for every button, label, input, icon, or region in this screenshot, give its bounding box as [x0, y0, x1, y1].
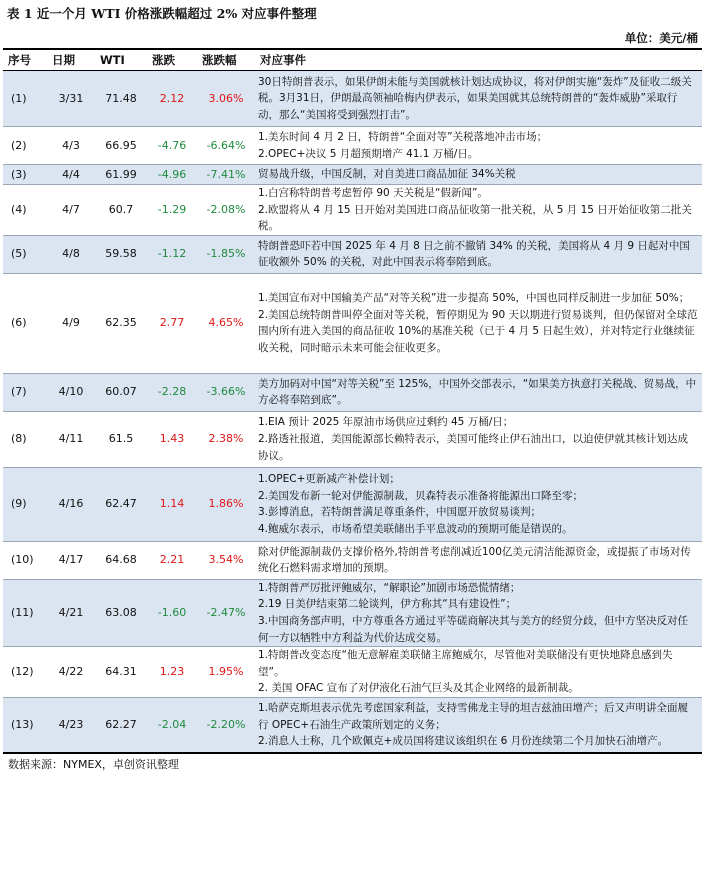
cell-date: 4/11 — [58, 432, 84, 446]
cell-wti: 71.48 — [105, 91, 137, 105]
cell-seq: (10) — [11, 553, 34, 567]
cell-date: 4/21 — [58, 605, 84, 619]
cell-seq: (3) — [11, 167, 27, 181]
event-line: 特朗普恐吓若中国 2025 年 4 月 8 日之前不撤销 34% 的关税，美国将从 4 月 9 日起对中国征收额外 50% 的关税，对此中国表示将奉陪到底。 — [258, 239, 690, 269]
cell-change-pct: -3.66% — [206, 385, 246, 399]
cell-seq: (4) — [11, 202, 27, 216]
events-table — [3, 48, 702, 754]
cell-seq: (6) — [11, 316, 27, 330]
event-line: 1.美国宣布对中国输美产品“对等关税”进一步提高 50%，中国也同样反制进一步加征 50%； — [258, 292, 690, 305]
cell-events — [255, 411, 702, 467]
cell-date: 4/4 — [62, 167, 80, 181]
event-line: 3.中国商务部声明，中方尊重各方通过平等磋商解决其与美方的经贸分歧，但中方坚决反对任何一方以牺牲中方利益为代价达成交易。 — [258, 614, 689, 644]
cell-wti: 62.35 — [105, 316, 137, 330]
table-row — [3, 467, 702, 541]
event-line: 1.白宫称特朗普考虑暂停 90 天关税是“假新闻”。 — [258, 187, 488, 199]
event-line: 2.路透社报道，美国能源部长赖特表示，美国可能终止伊石油出口，以迫使伊就其核计划达成协议。 — [258, 432, 689, 462]
event-line: 1.EIA 预计 2025 年原油市场供应过剩约 45 万桶/日； — [258, 416, 514, 429]
header-seq: 序号 — [8, 53, 31, 67]
cell-seq: (8) — [11, 432, 27, 446]
event-line: 贸易战升级，中国反制，对自美进口商品加征 34%关税 — [258, 168, 516, 181]
cell-wti: 62.47 — [105, 497, 137, 511]
header-events: 对应事件 — [260, 53, 306, 67]
cell-wti: 60.07 — [105, 385, 137, 399]
header-change-pct: 涨跌幅 — [202, 53, 237, 67]
table-row — [3, 373, 702, 411]
cell-change-pct: -2.47% — [206, 605, 246, 619]
cell-seq: (12) — [11, 665, 34, 679]
table-row — [3, 411, 702, 467]
cell-change-pct: -1.85% — [206, 247, 246, 261]
header-change: 涨跌 — [152, 53, 175, 67]
event-line: 2.美国总统特朗普叫停全面对等关税，暂停期见为 90 天以期进行贸易谈判，但仍保留对全球范围内所有进入美国的商品征收 10%的基准关税（已于 4 月 5 日起生效），并对特定行业继续征收关税，同时暗示未来可能会征收更多。 — [258, 308, 698, 354]
table-row — [3, 697, 702, 753]
cell-change: -1.60 — [157, 605, 187, 619]
table-row — [3, 579, 702, 646]
cell-change-pct: 4.65% — [208, 316, 244, 330]
cell-wti: 61.99 — [105, 167, 137, 181]
cell-wti: 63.08 — [105, 605, 137, 619]
cell-date: 4/10 — [58, 385, 84, 399]
cell-change-pct: 2.38% — [208, 432, 244, 446]
cell-date: 4/7 — [62, 202, 80, 216]
cell-change: -1.12 — [157, 247, 187, 261]
header-wti: WTI — [100, 53, 125, 67]
cell-change-pct: 1.95% — [208, 665, 244, 679]
cell-wti: 61.5 — [108, 432, 134, 446]
event-line: 30日特朗普表示，如果伊朗未能与美国就核计划达成协议，将对伊朗实施“轰炸”及征收二级关税。3月31日，伊朗最高领袖哈梅内伊表示，如果美国就其总统特朗普的“轰炸威胁”采取行动，那么“美国将受到强烈打击”。 — [258, 75, 692, 121]
table-row — [3, 541, 702, 579]
event-line: 1.哈萨克斯坦表示优先考虑国家利益，支持雪佛龙主导的坦吉兹油田增产；后又声明讲全面履行 OPEC+石油生产政策所划定的义务； — [258, 702, 689, 731]
event-line: 2.19 日美伊结束第二轮谈判，伊方称其“具有建设性”； — [258, 598, 517, 611]
table-row — [3, 647, 702, 698]
cell-change-pct: 3.06% — [208, 91, 244, 105]
event-line: 1.特朗普严厉批评鲍威尔，“解职论”加剧市场恐慌情绪； — [258, 581, 521, 594]
cell-events — [255, 579, 702, 646]
event-line: 2.OPEC+决议 5 月超预期增产 41.1 万桶/日。 — [258, 147, 479, 160]
cell-change: 1.43 — [159, 432, 185, 446]
cell-change: 1.23 — [159, 665, 185, 679]
cell-date: 4/16 — [58, 497, 84, 511]
table-row — [3, 235, 702, 273]
cell-date: 4/22 — [58, 665, 84, 679]
event-line: 1.特朗普改变态度“他无意解雇美联储主席鲍威尔，尽管他对美联储没有更快地降息感到失望”。 — [258, 649, 673, 678]
unit-label: 单位：美元/桶 — [624, 31, 698, 45]
cell-date: 4/3 — [62, 138, 80, 152]
cell-wti: 64.68 — [105, 553, 137, 567]
event-line: 2.消息人士称，几个欧佩克+成员国将建议该组织在 6 月份连续第二个月加快石油增产。 — [258, 735, 669, 748]
cell-events — [255, 373, 702, 411]
cell-wti: 66.95 — [105, 138, 137, 152]
table-header-row — [3, 49, 702, 71]
cell-date: 4/23 — [58, 718, 84, 732]
cell-events — [255, 647, 702, 698]
cell-seq: (9) — [11, 497, 27, 511]
cell-wti: 62.27 — [105, 718, 137, 732]
cell-change-pct: -6.64% — [206, 138, 246, 152]
cell-change-pct: -2.08% — [206, 202, 246, 216]
cell-change: -1.29 — [157, 202, 187, 216]
table-body — [3, 71, 702, 754]
cell-wti: 60.7 — [108, 202, 134, 216]
cell-change: 2.77 — [159, 316, 185, 330]
cell-date: 3/31 — [58, 91, 84, 105]
cell-change: 2.21 — [159, 553, 185, 567]
event-line: 除对伊能源制裁仍支撑价格外,特朗普考虑削减近100亿美元清洁能源资金，或提振了市场对传统化石燃料需求增加的预期。 — [258, 545, 691, 575]
cell-seq: (11) — [11, 605, 34, 619]
cell-change: -4.96 — [157, 167, 187, 181]
event-line: 3.彭博消息，若特朗普满足尊重条件，中国愿开放贸易谈判； — [258, 506, 542, 519]
cell-wti: 59.58 — [105, 247, 137, 261]
cell-events — [255, 697, 702, 753]
event-line: 2. 美国 OFAC 宣布了对伊液化石油气巨头及其企业网络的最新制裁。 — [258, 682, 579, 695]
cell-seq: (13) — [11, 718, 34, 732]
table-row — [3, 185, 702, 236]
cell-seq: (7) — [11, 385, 27, 399]
cell-seq: (2) — [11, 138, 27, 152]
table-row — [3, 273, 702, 373]
cell-events — [255, 165, 702, 185]
cell-wti: 64.31 — [105, 665, 137, 679]
cell-change: 1.14 — [159, 497, 185, 511]
event-line: 4.鲍威尔表示，市场希望美联储出手平息波动的预期可能是错误的。 — [258, 522, 573, 535]
cell-change-pct: -2.20% — [206, 718, 246, 732]
cell-change: -4.76 — [157, 138, 187, 152]
cell-events — [255, 185, 702, 236]
cell-change: -2.28 — [157, 385, 187, 399]
cell-events — [255, 541, 702, 579]
cell-events — [255, 273, 702, 373]
cell-seq: (5) — [11, 247, 27, 261]
event-line: 美方加码对中国“对等关税”至 125%，中国外交部表示，“如果美方执意打关税战、贸易战，中方必将奉陪到底”。 — [258, 377, 697, 407]
cell-events — [255, 235, 702, 273]
cell-change-pct: 1.86% — [208, 497, 244, 511]
table-row — [3, 165, 702, 185]
cell-date: 4/9 — [62, 316, 80, 330]
event-line: 2.欧盟将从 4 月 15 日开始对美国进口商品征收第一批关税，从 5 月 15 日开始征收第二批关税。 — [258, 203, 692, 233]
source-note: 数据来源：NYMEX，卓创资讯整理 — [8, 758, 179, 772]
cell-change: -2.04 — [157, 718, 187, 732]
event-line: 1.OPEC+更新减产补偿计划； — [258, 473, 400, 486]
cell-change: 2.12 — [159, 91, 185, 105]
header-date: 日期 — [52, 53, 75, 67]
cell-events — [255, 71, 702, 127]
table-row — [3, 127, 702, 165]
table-title: 表 1 近一个月 WTI 价格涨跌幅超过 2% 对应事件整理 — [7, 6, 317, 21]
event-line: 1.美东时间 4 月 2 日，特朗普“全面对等”关税落地冲击市场； — [258, 130, 548, 143]
cell-change-pct: 3.54% — [208, 553, 244, 567]
cell-seq: (1) — [11, 91, 27, 105]
table-row — [3, 71, 702, 127]
cell-events — [255, 467, 702, 541]
event-line: 2.美国发布新一轮对伊能源制裁，贝森特表示准备将能源出口降至零； — [258, 489, 584, 502]
cell-date: 4/8 — [62, 247, 80, 261]
cell-events — [255, 127, 702, 165]
cell-change-pct: -7.41% — [206, 167, 246, 181]
cell-date: 4/17 — [58, 553, 84, 567]
